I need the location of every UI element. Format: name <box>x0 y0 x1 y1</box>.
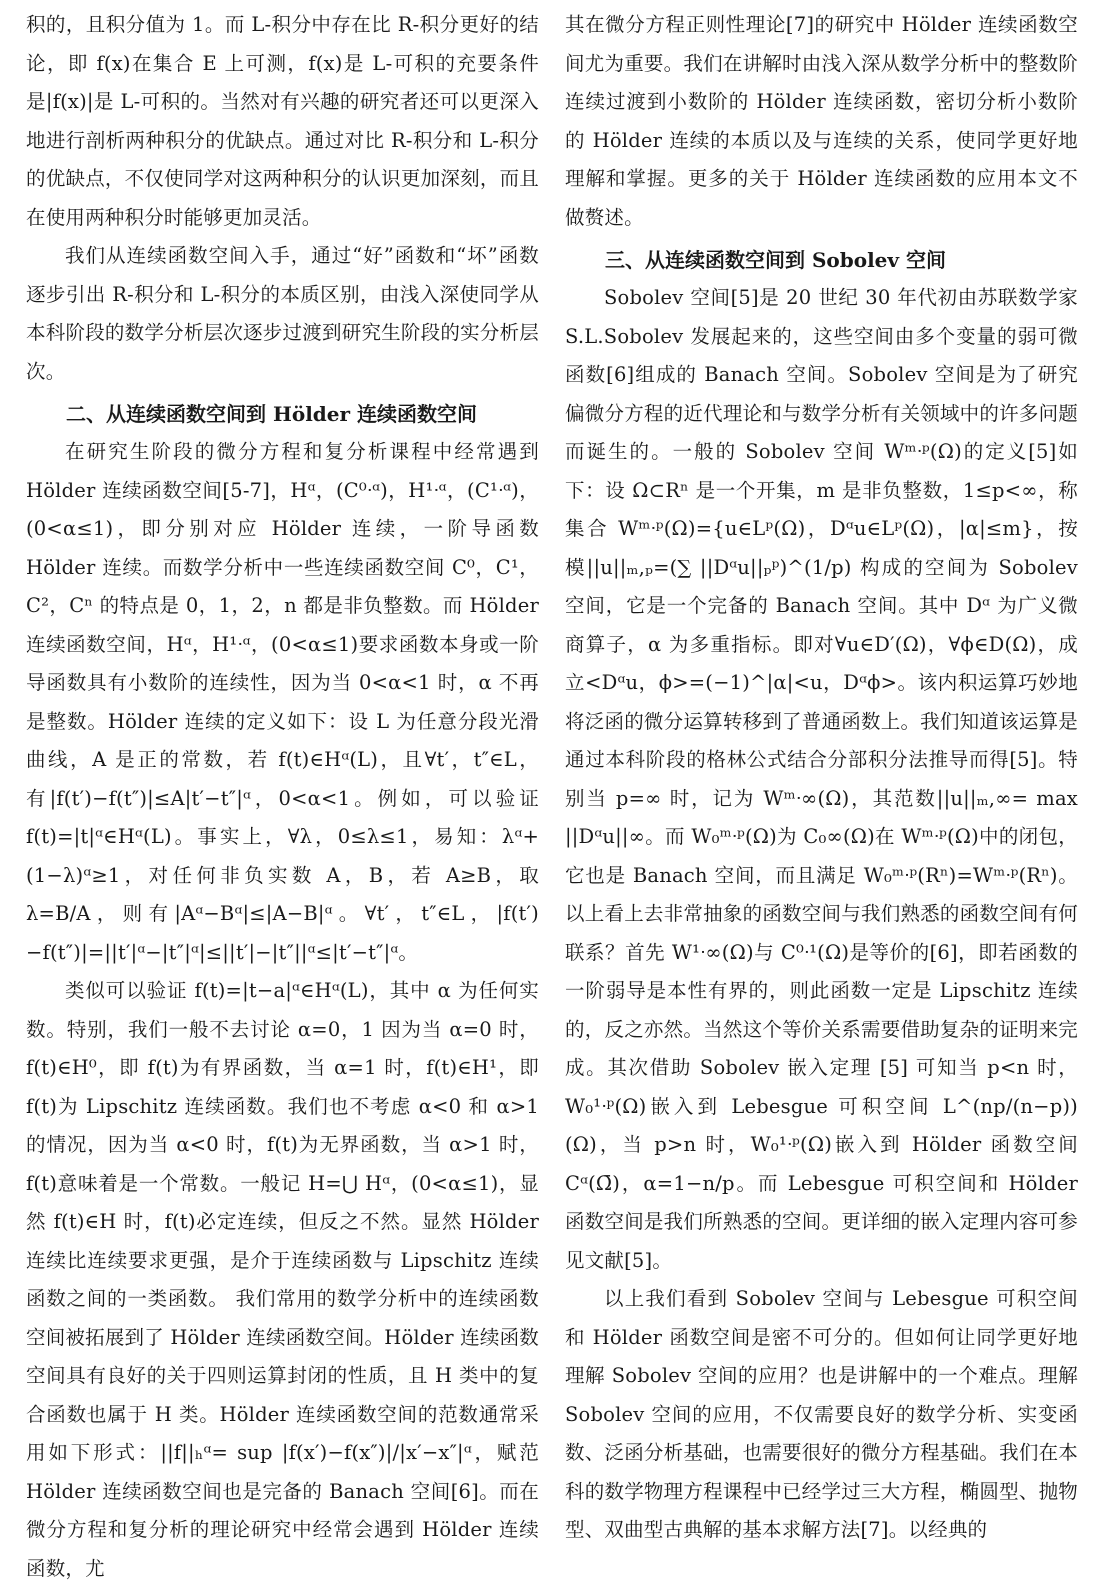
paragraph: 积的，且积分值为 1。而 L-积分中存在比 R-积分更好的结论，即 f(x)在集合 E 上可测，f(x)是 L-可积的充要条件是|f(x)|是 L-可积的。当然对有兴趣的研究者还可以更深入地进行剖析两种积分的优缺点。通过对比 R-积分和 L-积分的优缺点，不仅使同学对这两种积分的认识更加深刻，而且在使用两种积分时能够更加灵活。 <box>26 13 539 229</box>
paragraph: 在研究生阶段的微分方程和复分析课程中经常遇到 Hölder 连续函数空间[5-7]，Hᵅ，(C⁰ᐧᵅ)，H¹ᐧᵅ，(C¹ᐧᵅ)，(0<α≤1)，即分别对应 Hölder 连续，一阶导函数 Hölder 连续。而数学分析中一些连续函数空间 C⁰，C¹，C²，Cⁿ 的特点是 0，1，2，n 都是非负整数。而 Hölder 连续函数空间，Hᵅ，H¹ᐧᵅ，(0<α≤1)要求函数本身或一阶导函数具有小数阶的连续性，因为当 0<α<1 时，α 不再是整数。Hölder 连续的定义如下：设 L 为任意分段光滑曲线，A 是正的常数，若 f(t)∈Hᵅ(L)，且∀t′，t″∈L，有|f(t′)−f(t″)|≤A|t′−t″|ᵅ，0<α<1。例如，可以验证 f(t)=|t|ᵅ∈Hᵅ(L)。事实上，∀λ，0≤λ≤1，易知：λᵅ+(1−λ)ᵅ≥1，对任何非负实数 A，B，若 A≥B，取 λ=B/A，则有|Aᵅ−Bᵅ|≤|A−B|ᵅ。∀t′，t″∈L，|f(t′)−f(t″)|=||t′|ᵅ−|t″|ᵅ|≤||t′|−|t″||ᵅ≤|t′−t″|ᵅ。 <box>26 440 539 964</box>
right-column <box>565 6 1078 1541</box>
section-heading: 二、从连续函数空间到 Hölder 连续函数空间 <box>66 402 478 426</box>
paragraph: 以上我们看到 Sobolev 空间与 Lebesgue 可积空间和 Hölder 函数空间是密不可分的。但如何让同学更好地理解 Sobolev 空间的应用？也是讲解中的一个难点。理解 Sobolev 空间的应用，不仅需要良好的数学分析、实变函数、泛函分析基础，也需要很好的微分方程基础。我们在本科的数学物理方程课程中已经学过三大方程，椭圆型、抛物型、双曲型古典解的基本求解方法[7]。以经典的 <box>565 1287 1078 1541</box>
left-column <box>26 6 539 1580</box>
paragraph: 我们从连续函数空间入手，通过“好”函数和“坏”函数逐步引出 R-积分和 L-积分的本质区别，由浅入深使同学从本科阶段的数学分析层次逐步过渡到研究生阶段的实分析层次。 <box>26 244 539 383</box>
paragraph: Sobolev 空间[5]是 20 世纪 30 年代初由苏联数学家 S.L.Sobolev 发展起来的，这些空间由多个变量的弱可微函数[6]组成的 Banach 空间。Sobolev 空间是为了研究偏微分方程的近代理论和与数学分析有关领域中的许多问题而诞生的。一般的 Sobolev 空间 Wᵐᐧᵖ(Ω)的定义[5]如下：设 Ω⊂Rⁿ 是一个开集，m 是非负整数，1≤p<∞，称集合 Wᵐᐧᵖ(Ω)={u∈Lᵖ(Ω)，Dᵅu∈Lᵖ(Ω)，|α|≤m}，按模||u||ₘ,ₚ=(∑ ||Dᵅu||ₚᵖ)^(1/p) 构成的空间为 Sobolev 空间，它是一个完备的 Banach 空间。其中 Dᵅ 为广义微商算子，α 为多重指标。即对∀u∈D′(Ω)，∀ϕ∈D(Ω)，成立<Dᵅu，ϕ>=(−1)^|α|<u，Dᵅϕ>。该内积运算巧妙地将泛函的微分运算转移到了普通函数上。我们知道该运算是通过本科阶段的格林公式结合分部积分法推导而得[5]。特别当 p=∞ 时，记为 Wᵐᐧ∞(Ω)，其范数||u||ₘ,∞= max ||Dᵅu||∞。而 W₀ᵐᐧᵖ(Ω)为 C₀∞(Ω)在 Wᵐᐧᵖ(Ω)中的闭包，它也是 Banach 空间，而且满足 W₀ᵐᐧᵖ(Rⁿ)=Wᵐᐧᵖ(Rⁿ)。以上看上去非常抽象的函数空间与我们熟悉的函数空间有何联系？首先 W¹ᐧ∞(Ω)与 C⁰ᐧ¹(Ω)是等价的[6]，即若函数的一阶弱导是本性有界的，则此函数一定是 Lipschitz 连续的，反之亦然。当然这个等价关系需要借助复杂的证明来完成。其次借助 Sobolev 嵌入定理 [5] 可知当 p<n 时，W₀¹ᐧᵖ(Ω)嵌入到 Lebesgue 可积空间 L^(np/(n−p))(Ω)，当 p>n 时，W₀¹ᐧᵖ(Ω)嵌入到 Hölder 函数空间 Cᵅ(Ω̄)，α=1−n/p。而 Lebesgue 可积空间和 Hölder 函数空间是我们所熟悉的空间。更详细的嵌入定理内容可参见文献[5]。 <box>565 286 1078 1272</box>
section-heading: 三、从连续函数空间到 Sobolev 空间 <box>605 248 946 272</box>
paragraph: 类似可以验证 f(t)=|t−a|ᵅ∈Hᵅ(L)，其中 α 为任何实数。特别，我们一般不去讨论 α=0，1 因为当 α=0 时，f(t)∈H⁰，即 f(t)为有界函数，当 α=1 时，f(t)∈H¹，即 f(t)为 Lipschitz 连续函数。我们也不考虑 α<0 和 α>1 的情况，因为当 α<0 时，f(t)为无界函数，当 α>1 时，f(t)意味着是一个常数。一般记 H=⋃ Hᵅ，(0<α≤1)，显然 f(t)∈H 时，f(t)必定连续，但反之不然。显然 Hölder 连续比连续要求更强，是介于连续函数与 Lipschitz 连续函数之间的一类函数。 我们常用的数学分析中的连续函数空间被拓展到了 Hölder 连续函数空间。Hölder 连续函数空间具有良好的关于四则运算封闭的性质，且 H 类中的复合函数也属于 H 类。Hölder 连续函数空间的范数通常采用如下形式：||f||ₕᵅ= sup |f(x′)−f(x″)|/|x′−x″|ᵅ，赋范 Hölder 连续函数空间也是完备的 Banach 空间[6]。而在微分方程和复分析的理论研究中经常会遇到 Hölder 连续函数，尤 <box>26 979 539 1580</box>
paragraph: 其在微分方程正则性理论[7]的研究中 Hölder 连续函数空间尤为重要。我们在讲解时由浅入深从数学分析中的整数阶连续过渡到小数阶的 Hölder 连续函数，密切分析小数阶的 Hölder 连续的本质以及与连续的关系，使同学更好地理解和掌握。更多的关于 Hölder 连续函数的应用本文不做赘述。 <box>565 13 1078 229</box>
